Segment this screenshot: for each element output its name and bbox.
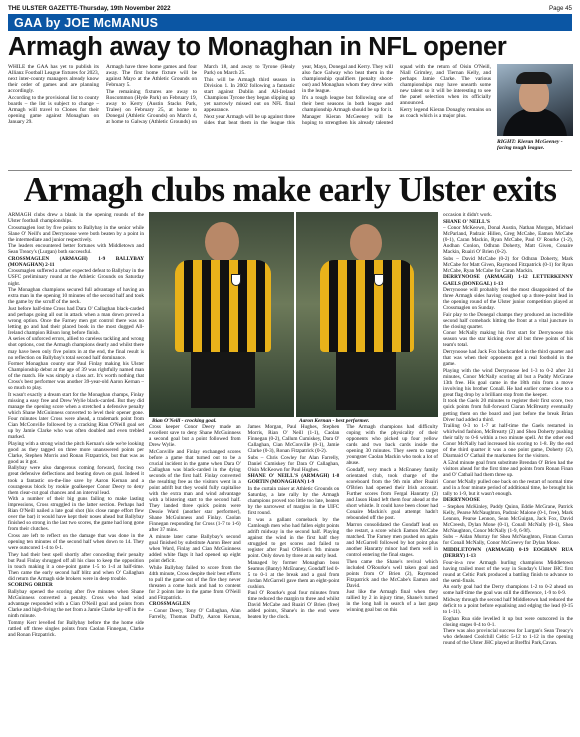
story1-paragraph: Next year Armagh will be up against three sides that beat them in the league this year, Mayo, Donegal and Kerry. They will also face Galway who beat them in the championship qualifiers (penalty shoot-out) and Monaghan whom they drew with in the league.: [204, 64, 393, 127]
paragraph: Then came the Shane's revival which included O'Rourke's well taken goal and points from O' Brien (2), Raymond Fitzpatrick and the McCabe's Eamon and David.: [346, 558, 438, 589]
paragraph: The leaders encountered better fortunes with Middletown and Sean Treacy's (Lurgan) both successful.: [8, 243, 144, 256]
subheading: CROSSMAGLEN (ARMAGH) 1-9 BALLYBAY (MONAGHAN) 2-11: [8, 255, 144, 268]
rian-oneill-photo: [149, 212, 294, 417]
paragraph: It took the Gaels 20 minutes to register their first score, two quick points from full-forward Ciaran McBrearty eventually getting them on the board and just before the break Brian Diver had added a third.: [443, 398, 573, 423]
subheading: CROSSMAGLEN: [149, 601, 191, 608]
story2-middle-columns: [149, 424, 438, 732]
paragraph: Four-in-a row Armagh hurling champions Middletown having trailed most of the way in Sunday's Ulster IHC first round at Celtic Park produced a battling finish to advance to the semi-finals.: [443, 559, 573, 584]
newspaper-dateline: THE ULSTER GAZETTE-Thursday, 19th November 2022: [8, 4, 171, 12]
paragraph: The Monaghan champions secured full advantage of having an extra man in the opening 10 minutes of the second half and took the game by the scruff of the neck.: [8, 287, 144, 306]
story2-left-column: [8, 212, 144, 732]
paragraph: Just before half-time Cross had Dara O' Callaghan black-carded and perhaps going all out in attack when a man down proved a wrong option. Once the Farney men got control there was no letting go and had their placed book in the most dogged All-Ireland champion Rilson long before finish.: [8, 305, 144, 336]
story1-paragraph: This will be Armagh third season in Division 1. In 2002 following a fantastic start against Dublin and All-Ireland Champions Tyrone they began slipping up yet narrowly missed out on NFL final appearance.: [204, 77, 295, 114]
paragraph: Derrynoose will probably feel the most disappointed of the three Armagh sides having coughed up a three-point lead in the opening round of the Ulster junior competition played at Crossmaglen on Sunday.: [443, 287, 573, 312]
paragraph: Marron consolidated the Gondaff lead on the restart, a score which Eamon McCabe matched. The Farney men pushed on again and McGarrell followed by hot point plus another Hanratty minor had them well in control entering the final stages.: [346, 521, 438, 558]
paragraph: With a number of their big guns failing to make lasting impressions, Cross struggled in the latter section. Perhaps had Rian O'Neill nailed a late goal shot (his close range effort flew over the bar) it would have kept their noses ahead but Ballybay finished so strong in the last two scores, the game had long gone from their clutches.: [8, 496, 144, 533]
subheading: MIDDLETOWN (ARMAGH) 0-19 EOGHAN RUA (DERRY) 1-13: [443, 547, 573, 560]
paragraph: Gondaff, very much a McEnaney family orientated club, took charge of the scoreboard from the 9th min after Ruairi O'Brien had opened their Irish account. Further scores from Fergal Hanratty (2) and Jason Hand left them four ahead at the short whistle. It could have been closer had Conaire Mackin's goal attempt hadn't rebounded off the post.: [346, 466, 438, 522]
paragraph: ARMAGH clubs drew a blank in the opening rounds of the Ulster football championships.: [8, 212, 144, 225]
subheading: DERRYNOOSE: [443, 497, 480, 504]
paragraph: There was also provincial success for Lurgan's Sean Treacy's who defeated Coolchill Celtic 5-12 to 1-12 in the opening round of the Ulster JHC played at Breffni Park,Cavan.: [443, 628, 573, 647]
story1-paragraph: Armagh have three home games and four away. The first home fixture will be against Mayo at the Athletic Grounds on February 5.: [106, 64, 197, 89]
paragraph: Playing with the wind Derrynoose led 1-3 to 0-2 after 24 minutes, Conor McNally scoring all but a Paddy McGrane 13th free. His goal came in the 18th min from a move involving his brother Conall. He had earlier come close to a great flag drop by a brilliant stop from the keeper.: [443, 367, 573, 398]
paragraph: A minute later came Ballybay's second goal finished by substitute Aaron Beer and when Ward, Finlay and Cian McGuinness added white flags it had opened up eight point deficit.: [149, 533, 241, 565]
paragraph: While Ballybay failed to score from the 44th minute, Cross despite their best efforts to pull the game out of the fire they never threaten a come back and had to content for 2 points late in the game from O'Neill and Fitzpatrick.: [149, 564, 241, 601]
paragraph: Playing with a strong wind the pitch Kernan's side we're looking good as they tagged on three more unanswered points per Clarke, Stephen Morris and Ronan Fitzpatrick, but that was as good as it got.: [8, 440, 144, 465]
paragraph: They had their best spell shortly after conceding their penalty but Paul Finlay shrugged off all his class to keep the opposition in touch making it a one-point game 1-5 to 1-4 at half-time. Then came the early second half blitz and when O' Callaghan did return the Armagh side brokers were in deep trouble.: [8, 551, 144, 582]
paragraph: A 52nd minute goal from substitute Brendan O' Brien had the visitors ahead for the first time and points from Ronan Finan and O' Cathail had them three up.: [443, 459, 573, 478]
paragraph: – Conor McKeown, Donal Austin, Nathan Morgan, Michael McParland, Padraic Hillen, Greg McCabe, Eamon McCabe (0-1), Caran Mackin, Ryan McCabe, Paul O' Rourke (1-2), Aodhan Conlon, Odhran Doherty, Matt Given, Conaire Mackin, Ruairi O' Brien (0-2).: [443, 225, 573, 256]
story1-body: [8, 64, 491, 168]
paragraph: The Armagh champions had difficulty coping with the physicality of their opponents who picked up four yellow cards and two back cards inside the opening 30 minutes. They seem to target youngster Caolan Mackin who took a lot of abuse.: [346, 424, 438, 467]
paragraph: Subs – David McCabe (0-2) for Odhran Doherty, Mark McCabe for Matt Given, Raymond Fitzpatrick (0-1) for Ryan McCabe, Ryan McCabe for Caran Mackin.: [443, 255, 573, 274]
paragraph: occasion it didn't work.: [443, 212, 493, 218]
paragraph: Paul O' Rourke's goal four minutes from time reduced the margin to three and whilst David McCabe and Ruairi O' Brien (free) added points, Shane's in the end were beaten by the clock.: [247, 590, 340, 621]
paragraph: Trailing 0-3 to 1-7 at half-time the Gaels restarted in whirlwind fashion, McBrearty (2) and Shea Doherty pushing their tally to 0-6 within a two minute spell. At the other end Conor McNally had increased his scoring to 1-8. By the end of the third quarter it was a one point game, Doherty (2), Diarmaid O' Cathail the marksmen for the visitors.: [443, 423, 573, 460]
story1-paragraph: WHILE the GAA has yet to publish its Allianz Football League fixtures for 2023, next inter-county managers already know their order of games and are planning accordingly.: [8, 64, 99, 95]
paragraph: Conor McNally making his first start for Derrynoose this season was the star kicking over all but three points of his team's total.: [443, 330, 573, 349]
paragraph: Conor McNally pulled one back on the restart of normal time and in a four minute period of additional time, he brought his tally to 1-9, but it wasn't enough.: [443, 478, 573, 497]
paragraph: Subs – Aidan Murray for Shea McNaughton, Fintan Curran for Conall McNally, Conor McGreevy for Dylan Mone.: [443, 534, 573, 547]
story1-headline: Armagh away to Monaghan in NFL opener: [8, 33, 507, 61]
story1-paragraph: The remaining fixtures are away to Roscommon (Hyde Park) on February 19, away to Kerry (Austin Stacks Park, Tralee) on February 25, at home to Donegal (Athletic Grounds) on March 4, at home to Galway (Athletic Grounds) on March 18, and away to Tyrone (Healy Park) on March 25.: [106, 64, 295, 126]
page-header: [8, 3, 572, 13]
subheading: SHANE O' NEILL'S (ARMAGH) 1-8 GORTIN (MONAGHAN) 1-9: [247, 473, 340, 486]
paragraph: Midway through the second half Middletown had reduced the deficit to a point before equalising and edging the lead (0-15 to 1-11).: [443, 596, 573, 615]
hat-shape: [516, 72, 552, 84]
section-banner: GAA by JOE McMANUS: [8, 14, 572, 31]
jacket-shape: [503, 108, 567, 136]
paragraph: Eoghan Rua side levelled it up but were outscored in the closing stages 0-4 to 0-1.: [443, 615, 573, 628]
paragraph: Former Monaghan county star Paul Finlay making his Ulster Championship debut at the age of 39 was rightfully named man of the match. He was simply a class act. It's worth nothing that Cross's best performer was another 39-year-old Aaron Kernan – so much to play.: [8, 361, 144, 392]
paragraph: Derrynoose had Jack Fox blackcarded in the third quarter and that was when their opponents got a real foothold in the game.: [443, 349, 573, 368]
paragraph: Crossmaglen suffered a rather expected defeat to Ballybay in the USFC preliminary round at the Athletic Grounds on Saturday night.: [8, 268, 144, 287]
story1-paragraph: Manager Kieran McGeeney will be hoping to strengthen his already talented squad with the return of Oisin O'Neill, Niall Grimley, and Tiernan Kelly, and perhaps Jamie Clarke. The various championships may have unearth some new talent so it will be interesting to see the panel selection when its officially announced.: [302, 64, 491, 127]
paragraph: McConville and Finlay exchanged scores before a game that turned out to be a crucial incident in the game when Dara O' Callaghan was black-carded in the dying seconds of the first half. Finlay converted the resulting free as the visitors went in a point adrift but they would fully capitalise with the extra man and wind advantage with a blistering start to the second half. They landed three quick points were Dessie Ward (another star performer), Shane McGuinness and Finlay. Caolan Finnegan responding for Cross (1-7 to 1-6) after 37 mins.: [149, 448, 241, 534]
paragraph: Ballybay were also dangerous coming forward, forcing two great defensive deflections and beating down on goal. Indeed it took a fantastic on-the-line save by Aaron Kernan and a courageous block by rookie goalkeeper Conor Deery to deny them clear-cut goal chances and an interval lead.: [8, 465, 144, 496]
paragraph: Crossmaglen lost by five points to Ballybay in the senior while Slane O' Neill's and Derrynoose were both beaten by a point in the intermediate and junior respectively.: [8, 224, 144, 243]
paragraph: Just like the Armagh final when they rallied by 2 in injury time, Shane's turned in the long ball in search of a last gasp winning goal but on this: [346, 589, 438, 614]
paragraph: Managed by former Monaghan boss Seamus (Banty) McEnaney, Gondaff led 0-5 to 0-1 at the break and a goal from Jordan McGarrell gave them an eight-point cushion.: [247, 559, 340, 590]
paragraph: Cross are left to reflect on the damage that was done in the opening ten minutes of the second half when down to 14. They were outscored 1-4 to 0-1.: [8, 532, 144, 552]
paragraph: Subs – Chris Cowley for Alan Farrelly, Daniel Cumiskey for Dara O' Callaghan, Oisin McKeown for Paul Hughes.: [247, 454, 340, 473]
paragraph: Fair play to the Donegal champs they produced an incredible second half comeback hitting the front at a vital juncture in the closing quarter.: [443, 311, 573, 330]
story1-paragraph: Kerry legend Kieran Donaghy remains on as coach which is a major plus.: [400, 107, 491, 120]
subheading: SHANE O' NEILL'S: [443, 218, 490, 225]
story1-photo-caption: RIGHT: Kieran McGeeney - facing tough league.: [497, 139, 563, 152]
photo-caption-right: Aaron Kernan - best performer.: [299, 418, 370, 424]
photo-caption-left: Bian O'Neill - crocking goal.: [152, 418, 217, 424]
paragraph: It was a gallant comeback by the Camlough men who had fallen eight points adrift midway in the second half. Playing against the wind in the first half they struggled to get scores and failed to register after Paul O'Brien's 9th minute point. Only down by three at an early lead.: [247, 516, 340, 559]
paragraph: It wasn't exactly a dream start for the Monaghan champs, Finlay missing a easy free and Drew Wylie black-carded. But they did manage the opening score when a stretched a defensive penalty which Shane McGuinness converted to level their opener gone. Four minutes later Cross were ahead, a trademark point from Cian McConville followed by a cracking Rian O'Neill goal set up by Jamie Clarke who was often doubled and even trebled marked.: [8, 391, 144, 441]
story1-paragraph: According to the provisional list to county boards – the list is subject to change – Armagh will travel to Clones for their opening game against Monaghan on January 29.: [8, 95, 99, 126]
paragraph: A series of unforced errors, allied to careless tackling and wrong shot options, cost the Armagh champions dearly and whilst there may have been only five points in at the end, the final result is no reflection on Ballybay's total second half dominance.: [8, 336, 144, 361]
paragraph: In the curtain raiser at Athletic Grounds on Saturday, a late rally by the Armagh champions proved too little too late, beaten by the narrowest of margins in the UIFC first round.: [247, 485, 340, 517]
story2-right-column: [443, 212, 573, 732]
paragraph: – Conor Deery, Tony O' Callaghan, Alan Farrelly, Thomas Duffy, Aaron Kernan, James Morgan, Paul Hughes, Stephen Morris, Rian O' Neill (1-1), Caolan Finnegan (0-2), Callum Cumiskey, Dara O' Callaghan, Cian McConville (0-1), Jamie Clarke (0-3), Ronan Fitzpatrick (0-2).: [149, 424, 340, 620]
story1-paragraph: It's a tough league but following one of their best seasons in both league and championship Armagh should be up for it.: [302, 95, 393, 114]
paragraph: Ballybay opened the scoring after five minutes when Shane McGuinness converted a penalty. Cross who had wind advantage responded with a Cian O'Neill goal and points from Clarke and high-fiving the net from a Jamie Clarke lay-off in the ninth minute.: [8, 588, 144, 620]
paragraph: An early goal had the Derry champions 1-2 to 0-2 ahead on some half-time the goal was still the difference, 1-9 to 0-9.: [443, 584, 573, 597]
subheading: DERRYNOOSE (ARMAGH) 1-12 LETTERKENNY GAELS (DONEGAL) 1-13: [443, 274, 573, 287]
paragraph: Tommy Kerr levelled for Ballybay before the the home side rattled off three singles points from Caolan Finnegan, Clarke and Ronan Fitzpatrick.: [8, 619, 144, 638]
page-number: Page 45: [548, 4, 572, 12]
kieran-mcgeeney-photo: [497, 64, 573, 136]
subheading: SCORING ORDER: [8, 582, 53, 589]
aaron-kernan-photo: [296, 212, 438, 417]
story2-headline: Armagh clubs make early Ulster exits: [23, 171, 557, 209]
paragraph: – Stephen McKinley, Paddy Quinn, Eddie McGrane, Patrick Kelly, Pearse McNaughton, Padraic Malone (0-1, free), Mark Lennon, Pearse Lennon, Sean McGuigan, Jack Fox, David McCreesh, Dylan Mone (0-1), Conall McNally (0-1), Shea McNaughton, Conor McNally (1-9, 6-9f).: [443, 503, 573, 534]
paragraph: Cross keeper Conor Deery made an excellent save to deny Shane McGuinness a second goal but a point followed from Drew Wylie.: [149, 424, 241, 449]
